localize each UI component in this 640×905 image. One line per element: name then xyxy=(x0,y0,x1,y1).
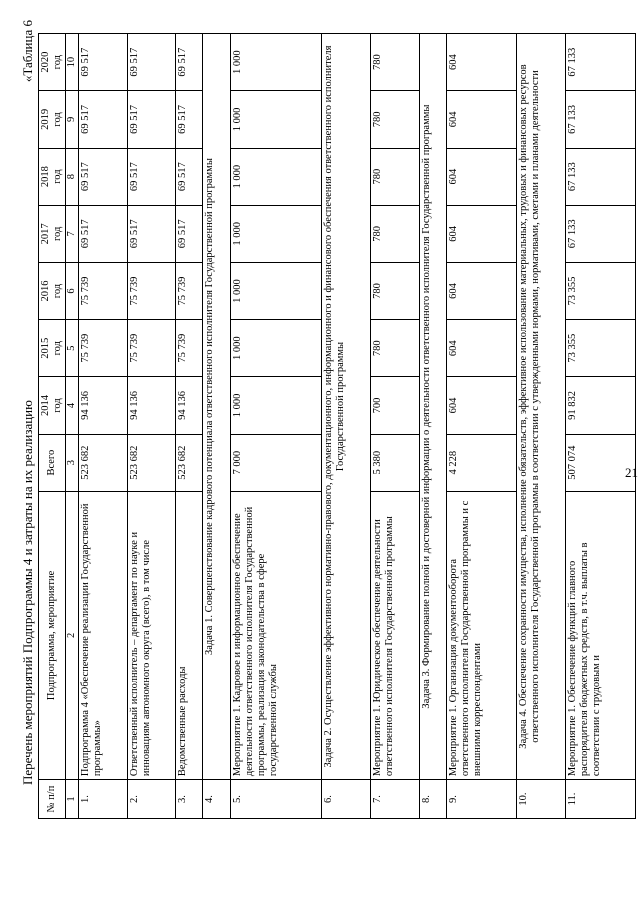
column-index: 6 xyxy=(66,262,79,319)
year-cell: 69 517 xyxy=(79,91,128,148)
year-cell: 604 xyxy=(446,377,516,434)
year-cell: 75 739 xyxy=(127,262,176,319)
year-cell: 604 xyxy=(446,262,516,319)
year-cell: 73 355 xyxy=(565,320,635,377)
header-year: 2016 год xyxy=(39,262,66,319)
row-number: 5. xyxy=(230,780,322,819)
year-cell: 75 739 xyxy=(79,320,128,377)
table-row xyxy=(230,34,322,819)
year-cell: 780 xyxy=(371,205,420,262)
year-cell: 69 517 xyxy=(127,205,176,262)
table-row xyxy=(565,34,635,819)
task-row xyxy=(203,34,230,819)
table-title: Перечень мероприятий Подпрограммы 4 и затраты на их реализацию xyxy=(20,400,35,785)
row-number: 2. xyxy=(127,780,176,819)
year-cell: 780 xyxy=(371,148,420,205)
task-title: Задача 1. Совершенствование кадрового потенциала ответственного исполнителя Государственной программы xyxy=(203,34,230,780)
year-cell: 67 133 xyxy=(565,91,635,148)
row-number: 4. xyxy=(203,780,230,819)
column-index: 2 xyxy=(66,491,79,779)
year-cell: 1 000 xyxy=(230,377,322,434)
row-number: 3. xyxy=(176,780,203,819)
year-cell: 69 517 xyxy=(176,205,203,262)
total-cell: 523 682 xyxy=(79,434,128,491)
header-total: Всего xyxy=(39,434,66,491)
row-number: 6. xyxy=(322,780,371,819)
row-number: 1. xyxy=(79,780,128,819)
table-row xyxy=(371,34,420,819)
year-cell: 1 000 xyxy=(230,91,322,148)
year-cell: 604 xyxy=(446,34,516,91)
measure-name: Мероприятие 1. Кадровое и информационное обеспечение деятельности ответственного исполнителя Государственной программы, реализация законодательства в сфере государственной службы xyxy=(230,491,322,779)
year-cell: 69 517 xyxy=(79,34,128,91)
year-cell: 780 xyxy=(371,320,420,377)
measure-name: Ведомственные расходы xyxy=(176,491,203,779)
header-year: 2018 год xyxy=(39,148,66,205)
header-num: № п/п xyxy=(39,780,66,819)
table-row xyxy=(79,34,128,819)
table-row xyxy=(176,34,203,819)
year-cell: 69 517 xyxy=(127,91,176,148)
column-index-row xyxy=(66,34,79,819)
year-cell: 69 517 xyxy=(79,148,128,205)
measure-name: Мероприятие 1. Обеспечение функций главного распорядителя бюджетных средств, в т.ч. выплаты в соответствии с трудовым и xyxy=(565,491,635,779)
column-index: 3 xyxy=(66,434,79,491)
row-number: 8. xyxy=(419,780,446,819)
table-row xyxy=(127,34,176,819)
year-cell: 67 133 xyxy=(565,148,635,205)
year-cell: 69 517 xyxy=(79,205,128,262)
total-cell: 4 228 xyxy=(446,434,516,491)
year-cell: 780 xyxy=(371,262,420,319)
measure-name: Подпрограмма 4 «Обеспечение реализации Государственной программы» xyxy=(79,491,128,779)
measure-name: Ответственный исполнитель – департамент по науке и инновациям автономного округа (всего), в том числе xyxy=(127,491,176,779)
year-cell: 1 000 xyxy=(230,320,322,377)
year-cell: 75 739 xyxy=(127,320,176,377)
task-row xyxy=(517,34,566,819)
column-index: 9 xyxy=(66,91,79,148)
year-cell: 604 xyxy=(446,320,516,377)
page-number: 21 xyxy=(625,465,638,480)
year-cell: 604 xyxy=(446,91,516,148)
year-cell: 69 517 xyxy=(176,148,203,205)
total-cell: 523 682 xyxy=(176,434,203,491)
year-cell: 73 355 xyxy=(565,262,635,319)
year-cell: 69 517 xyxy=(127,34,176,91)
column-index: 1 xyxy=(66,780,79,819)
year-cell: 94 136 xyxy=(176,377,203,434)
year-cell: 75 739 xyxy=(79,262,128,319)
year-cell: 69 517 xyxy=(176,34,203,91)
header-year: 2020 год xyxy=(39,34,66,91)
column-index: 5 xyxy=(66,320,79,377)
row-number: 7. xyxy=(371,780,420,819)
row-number: 10. xyxy=(517,780,566,819)
header-year: 2017 год xyxy=(39,205,66,262)
year-cell: 1 000 xyxy=(230,205,322,262)
task-title: Задача 4. Обеспечение сохранности имущества, исполнение обязательств, эффективное использование материальных, трудовых и финансовых ресурсов ответственного исполнителя Государственной программы в соответствии с утвержденными нормами, нормативами, сметами и планами деятельности xyxy=(517,34,566,780)
row-number: 9. xyxy=(446,780,516,819)
year-cell: 700 xyxy=(371,377,420,434)
header-row xyxy=(39,34,66,819)
row-number: 11. xyxy=(565,780,635,819)
measure-name: Мероприятие 1. Организация документооборота ответственного исполнителя Государственной программы и с внешними корреспондентами xyxy=(446,491,516,779)
year-cell: 1 000 xyxy=(230,34,322,91)
year-cell: 75 739 xyxy=(176,320,203,377)
task-title: Задача 3. Формирование полной и достоверной информации о деятельности ответственного исполнителя Государственной программы xyxy=(419,34,446,780)
header-year: 2014 год xyxy=(39,377,66,434)
column-index: 10 xyxy=(66,34,79,91)
total-cell: 523 682 xyxy=(127,434,176,491)
year-cell: 1 000 xyxy=(230,262,322,319)
task-title: Задача 2. Осуществление эффективного нормативно-правового, документационного, информационного и финансового обеспечения ответственного исполнителя Государственной программы xyxy=(322,34,371,780)
task-row xyxy=(322,34,371,819)
total-cell: 5 380 xyxy=(371,434,420,491)
measures-table xyxy=(38,33,636,819)
year-cell: 67 133 xyxy=(565,205,635,262)
column-index: 7 xyxy=(66,205,79,262)
year-cell: 1 000 xyxy=(230,148,322,205)
year-cell: 780 xyxy=(371,34,420,91)
year-cell: 604 xyxy=(446,148,516,205)
table-caption: «Таблица 6 xyxy=(20,20,35,83)
header-name: Подпрограмма, мероприятие xyxy=(39,491,66,779)
column-index: 4 xyxy=(66,377,79,434)
year-cell: 94 136 xyxy=(127,377,176,434)
year-cell: 75 739 xyxy=(176,262,203,319)
year-cell: 94 136 xyxy=(79,377,128,434)
column-index: 8 xyxy=(66,148,79,205)
year-cell: 69 517 xyxy=(176,91,203,148)
year-cell: 780 xyxy=(371,91,420,148)
header-year: 2019 год xyxy=(39,91,66,148)
total-cell: 507 074 xyxy=(565,434,635,491)
year-cell: 69 517 xyxy=(127,148,176,205)
year-cell: 67 133 xyxy=(565,34,635,91)
total-cell: 7 000 xyxy=(230,434,322,491)
table-row xyxy=(446,34,516,819)
header-year: 2015 год xyxy=(39,320,66,377)
year-cell: 604 xyxy=(446,205,516,262)
year-cell: 91 832 xyxy=(565,377,635,434)
task-row xyxy=(419,34,446,819)
measure-name: Мероприятие 1. Юридическое обеспечение деятельности ответственного исполнителя Государственной программы xyxy=(371,491,420,779)
